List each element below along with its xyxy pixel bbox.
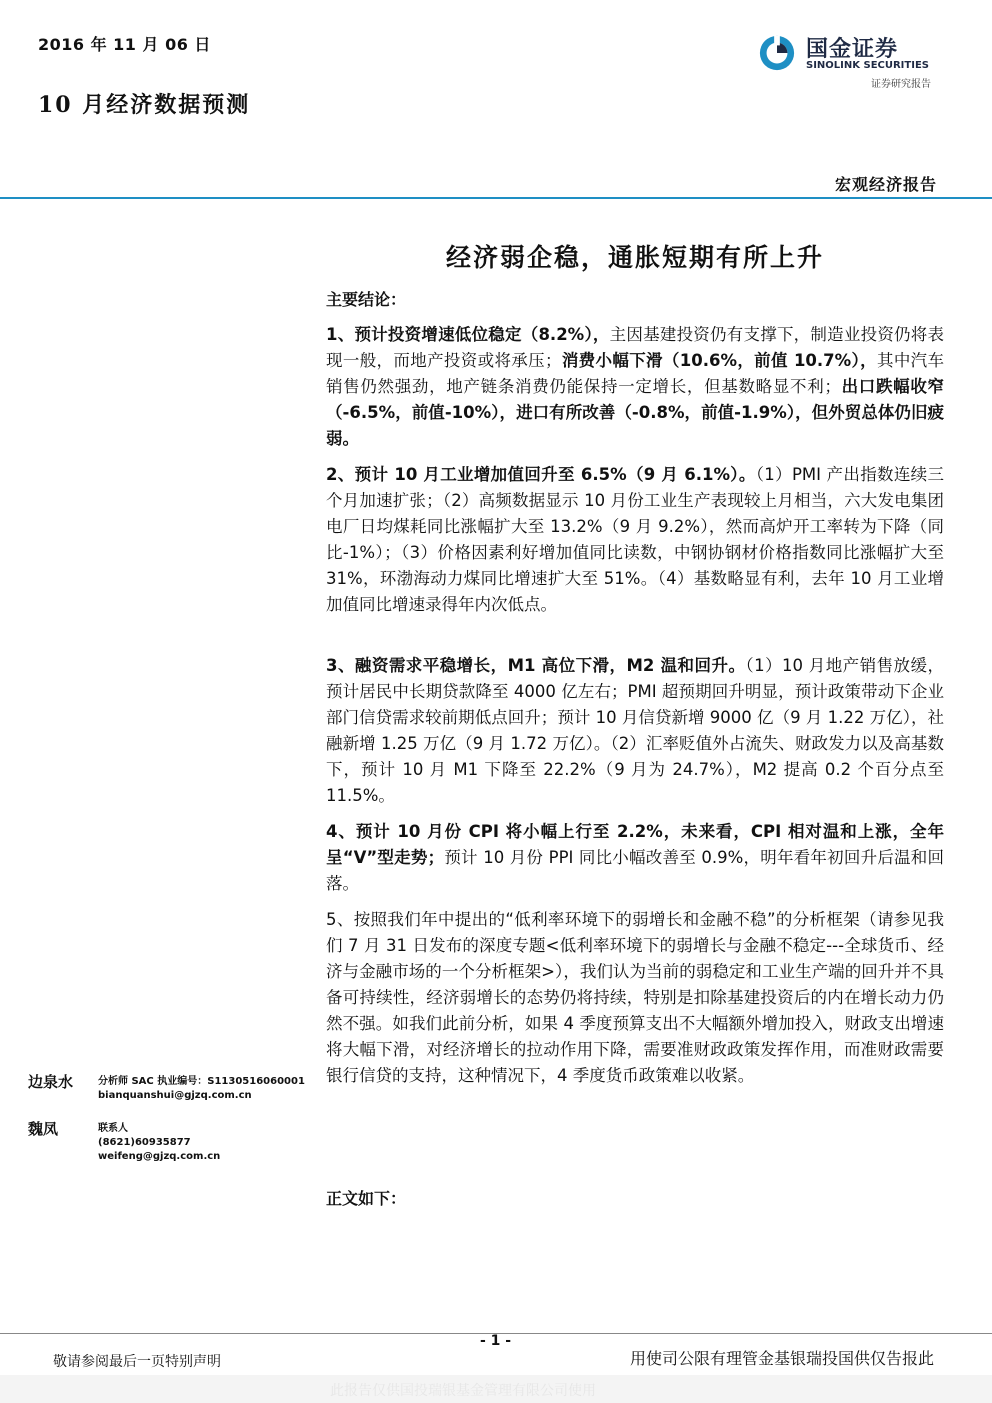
analyst-credential: 分析师 SAC 执业编号：S1130516060001 [98,1076,305,1087]
p3-text-1: （1）10 月地产销售放缓，预计居民中长期贷款降至 4000 亿左右；PMI 超预期回升明显，预计政策带动下企业部门信贷需求较前期低点回升；预计 10 月信贷新增 9000 亿（9 月 1.22 万亿），社融新增 1.25 万亿（9 月 1.72 万亿）。（2）汇率贬值外占流失、财政发力以及高基数下，预计 10 月 M1 下降至 22.2%（9 月为 24.7%），M2 提高 0.2 个百分点至 11.5%。 [326,656,944,805]
logo-name-cn: 国金证券 [806,37,899,62]
logo-subtitle: 证券研究报告 [871,79,931,90]
conclusions-label: 主要结论： [326,290,407,309]
footer-usage-note: 用使司公限有理管金基银瑞投国供仅告报此 [629,1349,934,1368]
contact-phone: (8621)60935877 [98,1137,191,1148]
body-label: 正文如下： [326,1189,407,1208]
p5-text-1: 5、按照我们年中提出的“低利率环境下的弱增长和金融不稳”的分析框架（请参见我们 7 月 31 日发布的深度专题<低利率环境下的弱增长与金融不稳定---全球货币、经济与金融市场的一个分析框架>），我们认为当前的弱稳定和工业生产端的回升并不具备可持续性，经济弱增长的态势仍将持续，特别是扣除基建投资后的内在增长动力仍然不强。如我们此前分析，如果 4 季度预算支出不大幅额外增加投入，财政支出增速将大幅下滑，对经济增长的拉动作用下降，需要准财政政策发挥作用，而准财政需要银行信贷的支持，这种情况下，4 季度货币政策难以收紧。 [326,910,944,1085]
document-title: 10 月经济数据预测 [38,92,251,118]
p1-bold-1: 1、预计投资增速低位稳定（8.2%）， [326,325,610,344]
watermark: 此报告仅供国投瑞银基金管理有限公司使用 [330,1383,596,1399]
disclaimer-note: 敬请参阅最后一页特别声明 [53,1354,221,1370]
conclusion-paragraph-3 [326,653,944,809]
conclusion-paragraph-5 [326,907,944,1089]
conclusion-paragraph-2 [326,462,944,618]
conclusion-paragraph-1 [326,322,944,452]
p3-bold-1: 3、融资需求平稳增长，M1 高位下滑，M2 温和回升。 [326,656,746,675]
sinolink-logo-icon [758,34,796,72]
analyst-name: 边泉水 [28,1073,74,1091]
p1-bold-3: 出口跌幅收窄（-6.5%，前值-10%），进口有所改善（-0.8%，前值-1.9%），但外贸总体仍旧疲弱。 [326,377,945,448]
p4-text-1: 预计 10 月份 PPI 同比小幅改善至 0.9%，明年看年初回升后温和回落。 [326,848,945,893]
logo-name-en: SINOLINK SECURITIES [806,60,929,71]
p4-bold-1: 4、预计 10 月份 CPI 将小幅上行至 2.2%，未来看，CPI 相对温和上涨，全年呈“V”型走势； [326,822,944,867]
company-logo [758,32,948,92]
p1-text-2: 其中汽车销售仍然强劲，地产链条消费仍能保持一定增长，但基数略显不利； [326,351,945,396]
p2-bold-1: 2、预计 10 月工业增加值回升至 6.5%（9 月 6.1%）。 [326,465,756,484]
analyst-email: bianquanshui@gjzq.com.cn [98,1090,252,1101]
page-number: - 1 - [480,1333,512,1349]
contact-role: 联系人 [98,1123,128,1134]
contact-name: 魏凤 [28,1120,59,1138]
report-type: 宏观经济报告 [834,175,937,194]
p1-text-1: 主因基建投资仍有支撑下，制造业投资仍将表现一般，而地产投资或将承压； [326,325,944,370]
header-divider [0,197,992,199]
report-date: 2016 年 11 月 06 日 [38,35,211,54]
p2-text-1: （1）PMI 产出指数连续三个月加速扩张；（2）高频数据显示 10 月份工业生产表现较上月相当，六大发电集团电厂日均煤耗同比涨幅扩大至 13.2%（9 月 9.2%），然而高炉开工率转为下降（同比-1%）；（3）价格因素利好增加值同比读数，中钢协钢材价格指数同比涨幅扩大至 31%，环渤海动力煤同比增速扩大至 51%。（4）基数略显有利，去年 10 月工业增加值同比增速录得年内次低点。 [326,465,945,614]
p1-bold-2: 消费小幅下滑（10.6%，前值 10.7%）， [561,351,877,370]
contact-email: weifeng@gjzq.com.cn [98,1151,221,1162]
conclusion-paragraph-4 [326,819,944,897]
headline: 经济弱企稳，通胀短期有所上升 [445,243,824,272]
